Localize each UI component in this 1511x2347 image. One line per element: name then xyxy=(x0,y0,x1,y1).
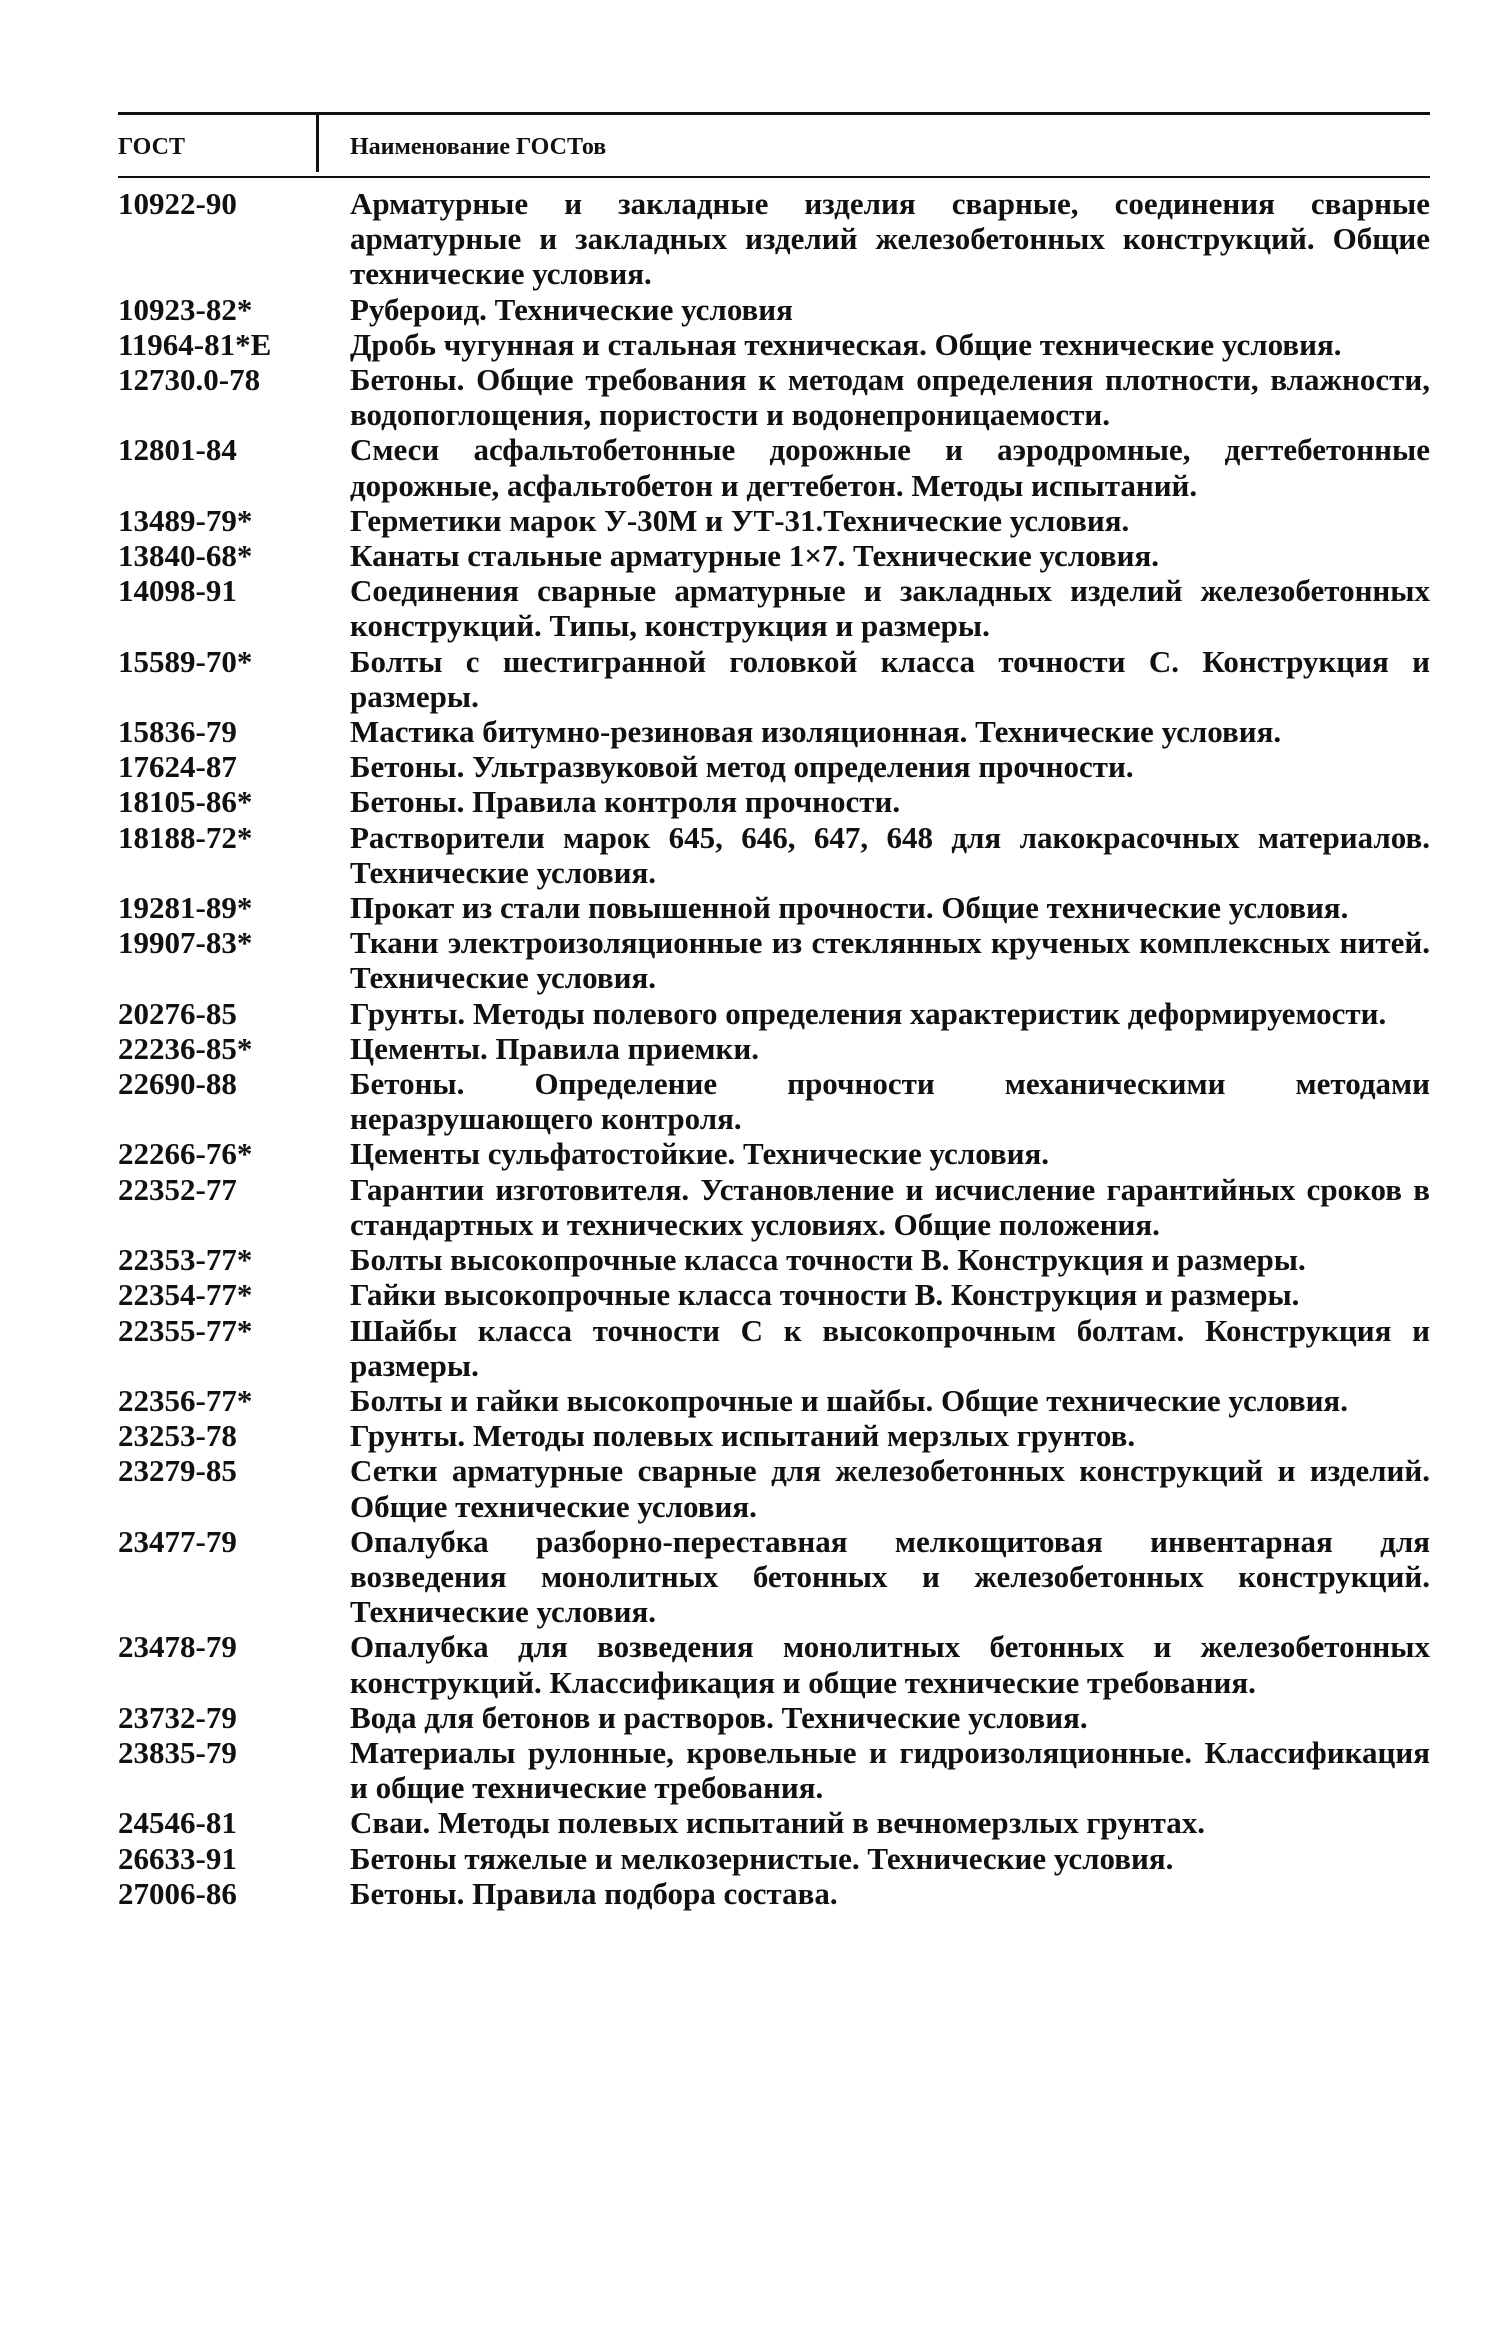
gost-title: Бетоны. Ультразвуковой метод определения прочности. xyxy=(350,749,1134,785)
gost-code: 22353-77* xyxy=(118,1242,253,1278)
gost-title: Бетоны. Правила контроля прочности. xyxy=(350,784,901,820)
gost-code: 23477-79 xyxy=(118,1523,237,1559)
gost-code: 27006-86 xyxy=(118,1875,237,1911)
table-row xyxy=(118,1841,1430,1876)
gost-code: 22266-76* xyxy=(118,1136,253,1172)
table-row xyxy=(118,644,1430,714)
table-row xyxy=(118,1172,1430,1242)
gost-title: Бетоны тяжелые и мелкозернистые. Технические условия. xyxy=(350,1840,1174,1876)
table-row xyxy=(118,749,1430,784)
gost-code: 10923-82* xyxy=(118,291,253,327)
table-row xyxy=(118,432,1430,502)
table-row xyxy=(118,573,1430,643)
gost-title: Материалы рулонные, кровельные и гидроизоляционные. Классификация и общие технические требования. xyxy=(350,1734,1430,1806)
gost-code: 22354-77* xyxy=(118,1277,253,1313)
gost-title: Грунты. Методы полевого определения характеристик деформируемости. xyxy=(350,995,1387,1031)
gost-code: 22690-88 xyxy=(118,1066,237,1102)
table-row xyxy=(118,186,1430,292)
table-row xyxy=(118,362,1430,432)
gost-code: 15589-70* xyxy=(118,643,253,679)
table-row xyxy=(118,1876,1430,1911)
gost-code: 18105-86* xyxy=(118,784,253,820)
gost-title: Бетоны. Определение прочности механическими методами неразрушающего контроля. xyxy=(350,1066,1430,1137)
gost-title: Герметики марок У-30М и УТ-31.Технические условия. xyxy=(350,502,1130,538)
table-row xyxy=(118,1418,1430,1453)
gost-code: 23279-85 xyxy=(118,1453,237,1489)
table-row xyxy=(118,1735,1430,1805)
gost-title: Канаты стальные арматурные 1×7. Технические условия. xyxy=(350,538,1159,574)
gost-code: 19281-89* xyxy=(118,890,253,926)
gost-code: 26633-91 xyxy=(118,1840,237,1876)
gost-title: Рубероид. Технические условия xyxy=(350,291,793,327)
gost-code: 23253-78 xyxy=(118,1418,237,1454)
gost-title: Соединения сварные арматурные и закладных изделий железобетонных конструкций. Типы, конструкция и размеры. xyxy=(350,573,1430,644)
gost-title: Прокат из стали повышенной прочности. Общие технические условия. xyxy=(350,890,1349,926)
gost-code: 23732-79 xyxy=(118,1699,237,1735)
column-header-name: Наименование ГОСТов xyxy=(350,134,607,160)
table-row xyxy=(118,1277,1430,1312)
table-top-rule xyxy=(118,112,1430,115)
table-row xyxy=(118,1805,1430,1840)
gost-title: Мастика битумно-резиновая изоляционная. Технические условия. xyxy=(350,714,1282,750)
table-row xyxy=(118,1313,1430,1383)
gost-code: 22356-77* xyxy=(118,1382,253,1418)
table-row xyxy=(118,996,1430,1031)
table-row xyxy=(118,1700,1430,1735)
gost-title: Опалубка разборно-переставная мелкощитовая инвентарная для возведения монолитных бетонных и железобетонных конструкций. Технические условия. xyxy=(350,1523,1430,1630)
gost-code: 22236-85* xyxy=(118,1030,253,1066)
table-row xyxy=(118,820,1430,890)
header-column-separator xyxy=(316,112,319,172)
gost-title: Ткани электроизоляционные из стеклянных крученых комплексных нитей. Технические условия. xyxy=(350,925,1430,996)
gost-code: 19907-83* xyxy=(118,925,253,961)
table-row xyxy=(118,327,1430,362)
gost-code: 22352-77 xyxy=(118,1171,237,1207)
gost-title: Болты и гайки высокопрочные и шайбы. Общие технические условия. xyxy=(350,1382,1348,1418)
gost-title: Бетоны. Правила подбора состава. xyxy=(350,1875,838,1911)
table-row xyxy=(118,1383,1430,1418)
column-header-gost: ГОСТ xyxy=(118,134,185,160)
gost-table-body xyxy=(118,186,1430,1911)
gost-code: 17624-87 xyxy=(118,749,237,785)
gost-title: Гарантии изготовителя. Установление и исчисление гарантийных сроков в стандартных и технических условиях. Общие положения. xyxy=(350,1171,1430,1242)
gost-title: Цементы. Правила приемки. xyxy=(350,1030,759,1066)
gost-title: Сваи. Методы полевых испытаний в вечномерзлых грунтах. xyxy=(350,1805,1205,1841)
gost-code: 14098-91 xyxy=(118,573,237,609)
gost-title: Цементы сульфатостойкие. Технические условия. xyxy=(350,1136,1050,1172)
header-bottom-rule xyxy=(118,176,1430,178)
table-row xyxy=(118,784,1430,819)
gost-title: Гайки высокопрочные класса точности В. Конструкция и размеры. xyxy=(350,1277,1300,1313)
gost-title: Арматурные и закладные изделия сварные, соединения сварные арматурные и закладных изделий железобетонных конструкций. Общие технические условия. xyxy=(350,186,1430,292)
gost-code: 13489-79* xyxy=(118,502,253,538)
gost-title: Дробь чугунная и стальная техническая. Общие технические условия. xyxy=(350,326,1342,362)
gost-title: Сетки арматурные сварные для железобетонных конструкций и изделий. Общие технические условия. xyxy=(350,1453,1430,1524)
table-row xyxy=(118,714,1430,749)
gost-code: 23478-79 xyxy=(118,1629,237,1665)
table-row xyxy=(118,1629,1430,1699)
gost-title: Грунты. Методы полевых испытаний мерзлых грунтов. xyxy=(350,1418,1136,1454)
table-row xyxy=(118,1136,1430,1171)
table-row xyxy=(118,925,1430,995)
gost-code: 22355-77* xyxy=(118,1312,253,1348)
gost-code: 12730.0-78 xyxy=(118,362,261,398)
gost-code: 15836-79 xyxy=(118,714,237,750)
gost-code: 11964-81*Е xyxy=(118,326,272,362)
gost-code: 13840-68* xyxy=(118,538,253,574)
gost-title: Растворители марок 645, 646, 647, 648 для лакокрасочных материалов. Технические условия. xyxy=(350,819,1430,890)
gost-title: Болты с шестигранной головкой класса точности С. Конструкция и размеры. xyxy=(350,643,1430,714)
gost-title: Болты высокопрочные класса точности В. Конструкция и размеры. xyxy=(350,1242,1306,1278)
gost-code: 18188-72* xyxy=(118,819,253,855)
table-row xyxy=(118,1031,1430,1066)
table-row xyxy=(118,1453,1430,1523)
gost-title: Шайбы класса точности С к высокопрочным болтам. Конструкция и размеры. xyxy=(350,1312,1430,1383)
table-row xyxy=(118,503,1430,538)
gost-title: Опалубка для возведения монолитных бетонных и железобетонных конструкций. Классификация и общие технические требования. xyxy=(350,1629,1430,1700)
table-row xyxy=(118,292,1430,327)
table-row xyxy=(118,1066,1430,1136)
gost-code: 24546-81 xyxy=(118,1805,237,1841)
table-row xyxy=(118,1524,1430,1630)
table-row xyxy=(118,890,1430,925)
gost-title: Бетоны. Общие требования к методам определения плотности, влажности, водопоглощения, пористости и водонепроницаемости. xyxy=(350,362,1430,433)
gost-code: 12801-84 xyxy=(118,432,237,468)
gost-title: Вода для бетонов и растворов. Технические условия. xyxy=(350,1699,1088,1735)
gost-code: 23835-79 xyxy=(118,1734,237,1770)
gost-title: Смеси асфальтобетонные дорожные и аэродромные, дегтебетонные дорожные, асфальтобетон и дегтебетон. Методы испытаний. xyxy=(350,432,1430,503)
gost-code: 10922-90 xyxy=(118,186,237,221)
gost-code: 20276-85 xyxy=(118,995,237,1031)
table-row xyxy=(118,538,1430,573)
table-row xyxy=(118,1242,1430,1277)
